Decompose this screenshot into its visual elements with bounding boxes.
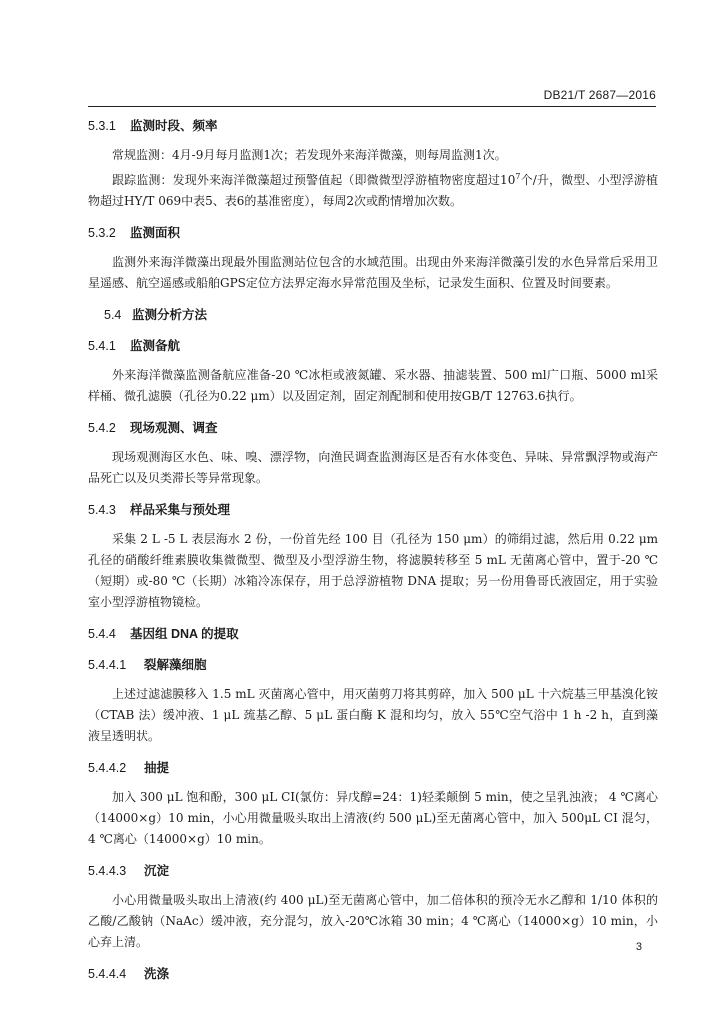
heading-5-3-1 <box>88 116 658 136</box>
section-number: 5.4 <box>104 308 122 322</box>
section-title: 监测分析方法 <box>132 308 208 322</box>
section-number: 5.3.1 <box>88 119 116 133</box>
section-number: 5.4.4.2 <box>88 761 127 775</box>
paragraph: 小心用微量吸头取出上清液(约 400 μL)至无菌离心管中，加二倍体积的预冷无水乙醇和 1/10 体积的乙酸/乙酸钠（NaAc）缓冲液，充分混匀，放入-20℃冰箱 30 min；4 ℃离心（14000×g）10 min，小心弃上清。 <box>88 893 658 949</box>
header-rule <box>88 106 656 107</box>
paragraph: 外来海洋微藻监测备航应准备-20 ℃冰柜或液氮罐、采水器、抽滤装置、500 ml广口瓶、5000 ml采样桶、微孔滤膜（孔径为0.22 μm）以及固定剂，固定剂配制和使用按GB/T 12763.6执行。 <box>88 368 658 403</box>
heading-5-4-4 <box>88 624 658 644</box>
heading-5-4 <box>88 305 658 325</box>
paragraph: 采集 2 L -5 L 表层海水 2 份，一份首先经 100 目（孔径为 150 μm）的筛绢过滤，然后用 0.22 μm 孔径的硝酸纤维素膜收集微微型、微型及小型浮游生物，将滤膜转移至 5 mL 无菌离心管中，置于-20 ℃（短期）或-80 ℃（长期）冰箱冷冻保存，用于总浮游植物 DNA 提取；另一份用鲁哥氏液固定，用于实验室小型浮游植物镜检。 <box>88 532 658 609</box>
heading-5-4-3 <box>88 500 658 520</box>
section-title: 监测时段、频率 <box>130 119 218 133</box>
heading-5-4-4-3 <box>88 861 658 881</box>
heading-5-4-4-2 <box>88 758 658 778</box>
section-title: 洗涤 <box>144 967 170 981</box>
paragraph: 监测外来海洋微藻出现最外围监测站位包含的水域范围。出现由外来海洋微藻引发的水色异常后采用卫星遥感、航空遥感或船舶GPS定位方法界定海水异常范围及坐标，记录发生面积、位置及时间要素。 <box>88 255 658 290</box>
section-number: 5.4.4.3 <box>88 864 127 878</box>
heading-5-4-4-1 <box>88 655 658 675</box>
section-number: 5.4.1 <box>88 339 116 353</box>
page-number: 3 <box>635 941 642 953</box>
paragraph: 现场观测海区水色、味、嗅、漂浮物，向渔民调查监测海区是否有水体变色、异味、异常飘浮物或海产品死亡以及贝类滞长等异常现象。 <box>88 450 658 485</box>
section-title: 监测备航 <box>130 339 181 353</box>
paragraph: 加入 300 μL 饱和酚，300 μL CI(氯仿：异戊醇=24：1)轻柔颠倒 5 min，使之呈乳浊液； 4 ℃离心（14000×g）10 min，小心用微量吸头取出上清液(约 500 μL)至无菌离心管中，加入 500μL CI 混匀，4 ℃离心（14000×g）10 min。 <box>88 790 658 846</box>
section-number: 5.4.4 <box>88 627 116 641</box>
section-title: 样品采集与预处理 <box>130 503 231 517</box>
heading-5-4-1 <box>88 336 658 356</box>
section-title: 现场观测、调查 <box>130 421 218 435</box>
section-number: 5.4.2 <box>88 421 116 435</box>
heading-5-4-2 <box>88 418 658 438</box>
section-number: 5.4.4.1 <box>88 658 127 672</box>
section-title: 裂解藻细胞 <box>144 658 207 672</box>
heading-5-3-2 <box>88 223 658 243</box>
paragraph: 上述过滤滤膜移入 1.5 mL 灭菌离心管中，用灭菌剪刀将其剪碎，加入 500 μL 十六烷基三甲基溴化铵（CTAB 法）缓冲液、1 μL 巯基乙醇、5 μL 蛋白酶 K 混和均匀，放入 55℃空气浴中 1 h -2 h，直到藻液呈透明状。 <box>88 687 658 743</box>
heading-5-4-4-4 <box>88 964 658 984</box>
section-title: 沉淀 <box>144 864 170 878</box>
section-title: 基因组 DNA 的提取 <box>130 627 239 641</box>
section-title: 抽提 <box>144 761 170 775</box>
standard-code: DB21/T 2687—2016 <box>543 88 656 102</box>
section-number: 5.3.2 <box>88 226 116 240</box>
section-number: 5.4.4.4 <box>88 967 127 981</box>
document-body <box>88 116 658 984</box>
paragraph: 跟踪监测：发现外来海洋微藻超过预警值起（即微微型浮游植物密度超过$10^7$个/升，微型、小型浮游植物超过HY/T 069中表5、表6的基准密度），每周2次或酌情增加次数。 <box>88 172 659 208</box>
section-number: 5.4.3 <box>88 503 116 517</box>
section-title: 监测面积 <box>130 226 181 240</box>
paragraph: 常规监测：4月-9月每月监测1次；若发现外来海洋微藻，则每周监测1次。 <box>112 148 507 162</box>
